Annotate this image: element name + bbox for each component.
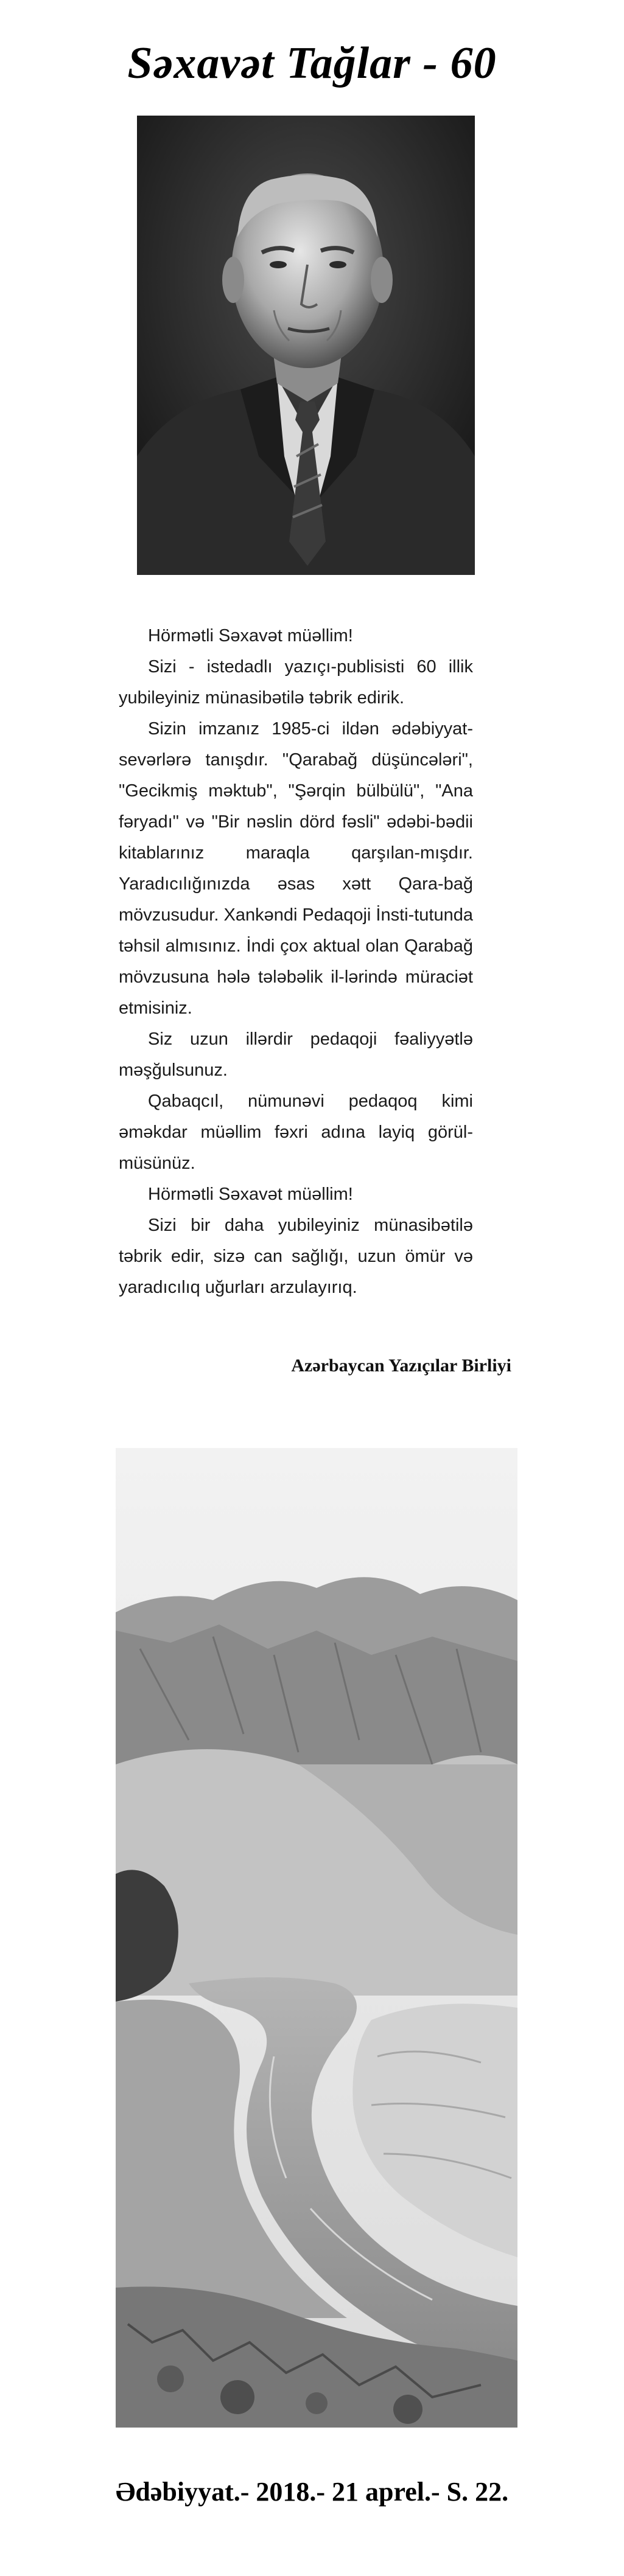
letter-paragraph: Hörmətli Səxavət müəllim! — [148, 1185, 353, 1204]
letter-signature: Azərbaycan Yazıçılar Birliyi — [291, 1356, 511, 1376]
congratulation-letter — [119, 621, 473, 1303]
letter-paragraph: Hörmətli Səxavət müəllim! — [148, 626, 353, 646]
source-citation: Ədəbiyyat.- 2018.- 21 aprel.- S. 22. — [115, 2477, 509, 2507]
landscape-photo — [116, 1448, 517, 2428]
letter-paragraph: Siz uzun illərdir pedaqoji fəaliyyətlə məşğulsunuz. — [119, 1029, 473, 1080]
portrait-photo — [137, 116, 475, 575]
letter-paragraph: Sizin imzanız 1985-ci ildən ədəbiyyat-sevərlərə tanışdır. "Qarabağ düşüncələri", "Gecikmiş məktub", "Şərqin bülbülü", "Ana fəryadı" və "Bir nəslin dörd fəsli" ədəbi-bədii kitablarınız maraqla qarşılan-mışdır. Yaradıcılığınızda əsas xətt Qara-bağ mövzusudur. Xankəndi Pedaqoji İnsti-tutunda təhsil almısınız. İndi çox aktual olan Qarabağ mövzusuna hələ tələbəlik il-lərində müraciət etmisiniz. — [119, 719, 473, 1018]
river-valley-icon — [116, 1448, 517, 2428]
letter-paragraph: Qabaqcıl, nümunəvi pedaqoq kimi əməkdar müəllim fəxri adına layiq görül-müsünüz. — [119, 1091, 473, 1173]
portrait-icon — [137, 116, 475, 575]
letter-paragraph: Sizi - istedadlı yazıçı-publisisti 60 illik yubileyiniz münasibətilə təbrik edirik. — [119, 657, 473, 708]
letter-paragraph: Sizi bir daha yubileyiniz münasibətilə təbrik edir, sizə can sağlığı, uzun ömür və yaradıcılıq uğurları arzulayırıq. — [119, 1216, 473, 1297]
page-title: Səxavət Tağlar - 60 — [127, 38, 497, 88]
